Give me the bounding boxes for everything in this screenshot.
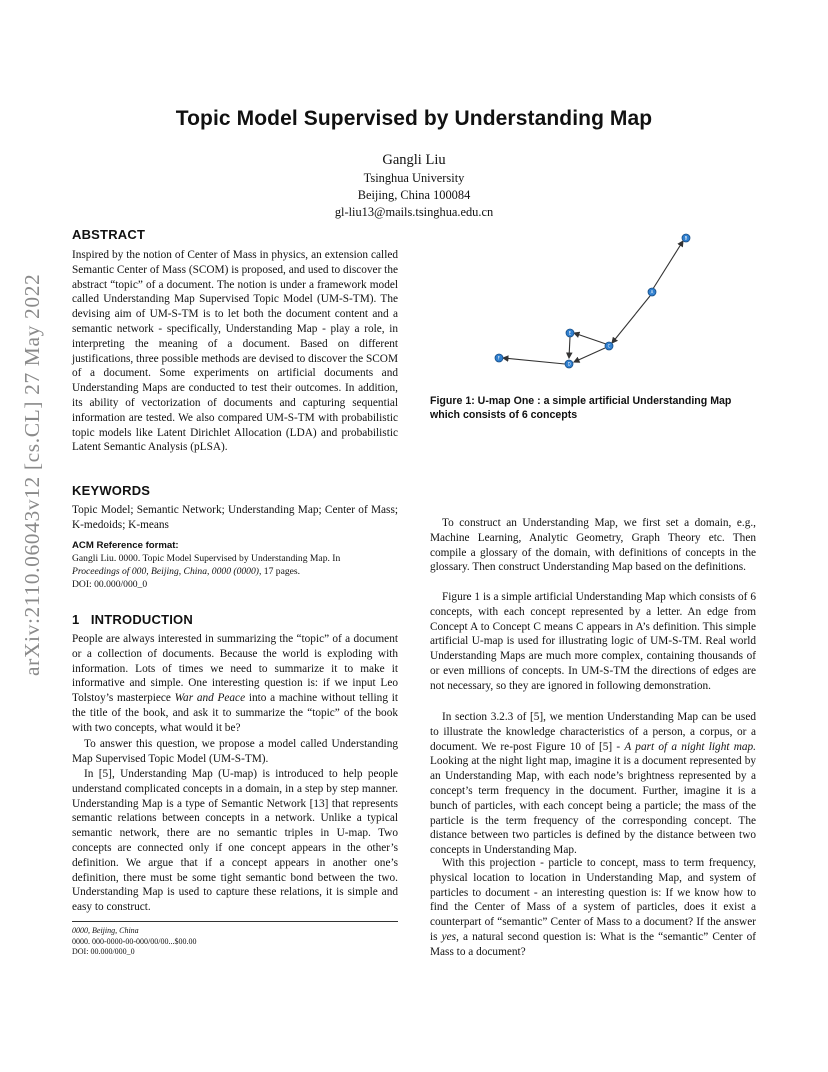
- acm-reference-proceedings: Proceedings of 000, Beijing, China, 0000 (0000),: [72, 566, 262, 577]
- node-c: [605, 342, 613, 350]
- introduction-heading: [72, 613, 193, 628]
- node-a: [648, 288, 656, 296]
- svg-text:C: C: [607, 343, 611, 349]
- section-title: INTRODUCTION: [90, 612, 193, 627]
- right-paragraph-2: Figure 1 is a simple artificial Understanding Map which consists of 6 concepts, with each concept represented by a letter. An edge from Concept A to Concept C means C appears in A’s definition. This simple artificial U-map is used for illustrating logic of UM-S-TM. Real world Understanding Maps are much more complex, containing thousands of or even millions of concepts. In UM-S-TM the directions of edges are not necessary, so they are ignored in following demonstration.: [430, 591, 756, 692]
- paper-title: Topic Model Supervised by Understanding Map: [175, 107, 653, 130]
- right-p3-text-b: Looking at the night light map, imagine it is a document represented by an Understanding Map, with each node’s brightness represented by a concept’s term frequency in the document. Further, imagine it is a bunch of particles, with each concept being a particle; the mass of the particle is the term frequency of the corresponding concept. The distance between two particles is defined by the distance between two concepts in Understanding Map.: [430, 755, 756, 857]
- node-f: [495, 354, 503, 362]
- footnote-divider: [72, 921, 398, 922]
- intro-p1-book-title: War and Peace: [174, 692, 246, 705]
- footnote-isbn: 0000. 000-0000-00-000/00/00...$00.00: [72, 936, 197, 946]
- footnote-block: [72, 926, 196, 958]
- intro-paragraph-1: [72, 632, 398, 736]
- svg-text:B: B: [684, 235, 688, 241]
- abstract-text: Inspired by the notion of Center of Mass in physics, an extension called Semantic Center of Mass (SCOM) is proposed, and used to discover the abstract “topic” of a document. The notion is under a framework model called Understanding Map Supervised Topic Model (UM-S-TM). The devising aim of UM-S-TM is to let both the document content and a semantic network - specifically, Understanding Map - play a role, in interpreting the meaning of a document. Based on different justifications, three possible methods are devised to discover the SCOM of a document. Some experiments on artificial documents and Understanding Maps are conducted to test their outcomes. In addition, its ability of vectorization of documents and capturing sequential information are tested. We also compared UM-S-TM with probabilistic topic models like Latent Dirichlet Allocation (LDA) and probabilistic Latent Semantic Analysis (pLSA).: [72, 249, 398, 454]
- node-d: [565, 360, 573, 368]
- node-b: [682, 234, 690, 242]
- edge-d-f: [503, 358, 565, 364]
- keywords-heading: KEYWORDS: [72, 483, 151, 498]
- author-email: gl-liu13@mails.tsinghua.edu.cn: [334, 205, 494, 219]
- edge-a-b: [650, 241, 683, 295]
- right-p4-text-a: With this projection - particle to concept, mass to term frequency, physical location to location in Understanding Map, and system of particles to document - an interesting question is: If we know how to find the Center of Mass of a system of particles, does it exist a counterpart of “semantic” Center of Mass to a document? If the answer is: [430, 857, 756, 943]
- right-paragraph-3: [430, 710, 756, 858]
- edge-e-d: [569, 337, 570, 358]
- svg-text:A: A: [650, 289, 654, 295]
- svg-text:F: F: [497, 355, 500, 361]
- author-affiliation: Tsinghua University: [363, 171, 465, 185]
- author-name: Gangli Liu: [382, 152, 446, 168]
- footnote-doi: DOI: 00.000/000_0: [72, 947, 135, 957]
- figure-caption: Figure 1: U-map One : a simple artificial Understanding Map which consists of 6 concepts: [430, 395, 732, 421]
- intro-p1-text-b: into a machine without telling it the title of the book, and ask it to summarize the “topic” of the book with two concepts, what would it be?: [72, 692, 398, 734]
- svg-text:D: D: [567, 361, 571, 367]
- acm-reference-doi: DOI: 00.000/000_0: [72, 579, 148, 590]
- acm-reference-pages: 17 pages.: [261, 566, 301, 577]
- acm-reference-heading: ACM Reference format:: [72, 540, 179, 551]
- right-p3-text-a: In section 3.2.3 of [5], we mention Understanding Map can be used to illustrate the knowledge characteristics of a person, a corpus, or a document. We re-post Figure 10 of [5] -: [430, 711, 756, 753]
- understanding-map-figure: [470, 228, 730, 384]
- footnote-venue: 0000, Beijing, China: [72, 926, 139, 935]
- edge-c-e: [574, 333, 606, 344]
- node-e: [566, 329, 574, 337]
- arxiv-identifier-stamp: arXiv:2110.06043v12 [cs.CL] 27 May 2022: [20, 273, 44, 677]
- section-number: 1: [72, 612, 80, 627]
- edge-a-c: [612, 296, 650, 343]
- right-p3-figure-ref: A part of a night light map.: [624, 740, 756, 753]
- svg-text:E: E: [568, 330, 572, 336]
- intro-p1-text-a: People are always interested in summarizing the “topic” of a document or a collection of documents. Because the world is exploding with information. Lots of times we need to summarize it to make it informative and simple. One interesting question is: if we input Leo Tolstoy’s masterpiece: [72, 633, 398, 705]
- acm-reference-text: [72, 552, 398, 591]
- author-block: [214, 150, 614, 221]
- abstract-heading: ABSTRACT: [72, 227, 146, 242]
- right-paragraph-1: To construct an Understanding Map, we first set a domain, e.g., Machine Learning, Analytic Geometry, Graph Theory etc. Then compile a glossary of the domain, with definitions of concepts in the glossary. Then construct Understanding Map based on the definitions.: [430, 517, 756, 574]
- keywords-text: Topic Model; Semantic Network; Understanding Map; Center of Mass; K-medoids; K-means: [72, 504, 398, 531]
- intro-paragraph-3: In [5], Understanding Map (U-map) is introduced to help people understand complicated concepts in a domain, in a step by step manner. Understanding Map is a type of Semantic Network [13] that represents semantic relations between concepts in a network. Unlike a typical semantic network, there are no semantic triples in U-map. Two concepts are connected only if one concept appears in the other’s definition. We argue that if a concept appears in another one’s definition, there must be some tight semantic bond between the two. Understanding Map is used to capture these relations, it is simple and easy to construct.: [72, 768, 398, 914]
- acm-reference-line1: Gangli Liu. 0000. Topic Model Supervised by Understanding Map. In: [72, 553, 341, 564]
- author-address: Beijing, China 100084: [357, 188, 471, 202]
- right-paragraph-4: [430, 856, 756, 960]
- right-p4-text-b: , a natural second question is: What is the “semantic” Center of Mass to a document?: [430, 930, 756, 958]
- edge-c-d: [574, 348, 605, 362]
- intro-paragraph-2: To answer this question, we propose a model called Understanding Map Supervised Topic Model (UM-S-TM).: [72, 738, 398, 765]
- right-p4-yes: yes: [441, 930, 457, 943]
